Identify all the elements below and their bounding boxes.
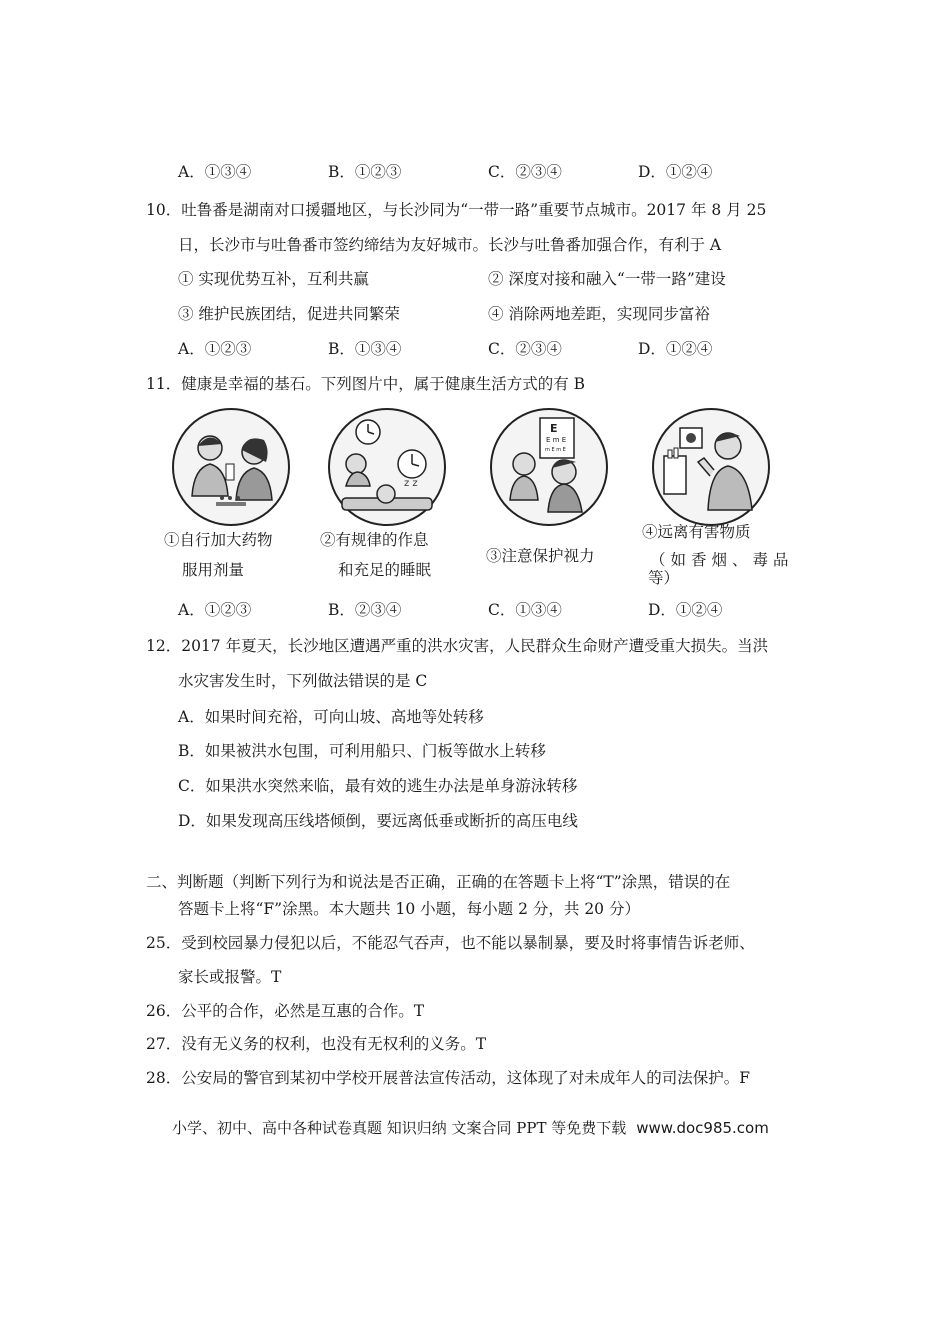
section2-heading-line2: 答题卡上将“F”涂黑。本大题共 10 小题，每小题 2 分，共 20 分） xyxy=(178,900,640,918)
q9-option-b: B．①②③ xyxy=(328,163,402,181)
q11-caption-4-line2: （如香烟、毒品 xyxy=(650,551,794,569)
q10-stem-line1: 10．吐鲁番是湖南对口援疆地区，与长沙同为“一带一路”重要节点城市。2017 年 8 月 25 xyxy=(146,201,767,219)
footer-text: 小学、初中、高中各种试卷真题 知识归纳 文案合同 PPT 等免费下载 xyxy=(172,1119,627,1137)
q12-option-a: A．如果时间充裕，可向山坡、高地等处转移 xyxy=(178,708,484,726)
q27: 27．没有无义务的权利，也没有无权利的义务。T xyxy=(146,1035,487,1053)
q10-item-1: ① 实现优势互补，互利共赢 xyxy=(178,270,369,288)
section2-heading-line1: 二、判断题（判断下列行为和说法是否正确，正确的在答题卡上将“T”涂黑，错误的在 xyxy=(146,873,731,891)
q10-option-d: D．①②④ xyxy=(638,340,713,358)
q11-option-c: C．①③④ xyxy=(488,601,562,619)
q10-option-b: B．①③④ xyxy=(328,340,402,358)
q10-item-3: ③ 维护民族团结，促进共同繁荣 xyxy=(178,305,400,323)
q11-option-d: D．①②④ xyxy=(648,601,723,619)
svg-text:z z: z z xyxy=(404,478,418,489)
q12-stem-line2: 水灾害发生时，下列做法错误的是 C xyxy=(178,672,428,690)
q9-option-d: D．①②④ xyxy=(638,163,713,181)
svg-text:E: E xyxy=(550,422,558,435)
q28: 28．公安局的警官到某初中学校开展普法宣传活动，这体现了对未成年人的司法保护。F xyxy=(146,1069,750,1087)
q11-option-b: B．②③④ xyxy=(328,601,402,619)
q10-option-c: C．②③④ xyxy=(488,340,562,358)
q12-option-c: C．如果洪水突然来临，最有效的逃生办法是单身游泳转移 xyxy=(178,777,578,795)
q12-option-b: B．如果被洪水包围，可利用船只、门板等做水上转移 xyxy=(178,742,546,760)
footer-url[interactable]: www.doc985.com xyxy=(636,1119,769,1137)
q12-stem-line1: 12．2017 年夏天，长沙地区遭遇严重的洪水灾害，人民群众生命财产遭受重大损失。当洪 xyxy=(146,637,769,655)
svg-text:E m E: E m E xyxy=(546,436,567,444)
q10-item-4: ④ 消除两地差距，实现同步富裕 xyxy=(488,305,710,323)
q11-caption-2-line2: 和充足的睡眠 xyxy=(338,561,432,579)
page-footer xyxy=(172,1118,769,1138)
q11-caption-4-line3: 等） xyxy=(648,569,680,587)
q12-option-d: D．如果发现高压线塔倾倒，要远离低垂或断折的高压电线 xyxy=(178,812,578,830)
q11-option-a: A．①②③ xyxy=(178,601,252,619)
q11-caption-1-line2: 服用剂量 xyxy=(182,561,245,579)
q11-caption-4-line1: ④远离有害物质 xyxy=(642,523,751,541)
q26: 26．公平的合作，必然是互惠的合作。T xyxy=(146,1002,425,1020)
q11-caption-1-line1: ①自行加大药物 xyxy=(164,531,273,549)
refuse-cigarettes-illustration xyxy=(650,406,772,528)
q10-option-a: A．①②③ xyxy=(178,340,252,358)
sleep-schedule-illustration xyxy=(326,406,448,528)
q10-item-2: ② 深度对接和融入“一带一路”建设 xyxy=(488,270,726,288)
q11-caption-2-line1: ②有规律的作息 xyxy=(320,531,429,549)
q9-option-a: A．①③④ xyxy=(178,163,252,181)
q11-stem: 11．健康是幸福的基石。下列图片中，属于健康生活方式的有 B xyxy=(146,375,586,393)
q11-caption-3-line1: ③注意保护视力 xyxy=(486,547,595,565)
q25-line2: 家长或报警。T xyxy=(178,968,282,986)
q25-line1: 25．受到校园暴力侵犯以后，不能忍气吞声，也不能以暴制暴，要及时将事情告诉老师、 xyxy=(146,934,755,952)
eye-chart-illustration xyxy=(488,406,610,528)
q10-stem-line2: 日，长沙市与吐鲁番市签约缔结为友好城市。长沙与吐鲁番加强合作，有利于 A xyxy=(178,236,722,254)
medicine-scene-illustration xyxy=(170,406,292,528)
svg-text:m E m E: m E m E xyxy=(545,447,566,453)
q9-option-c: C．②③④ xyxy=(488,163,562,181)
